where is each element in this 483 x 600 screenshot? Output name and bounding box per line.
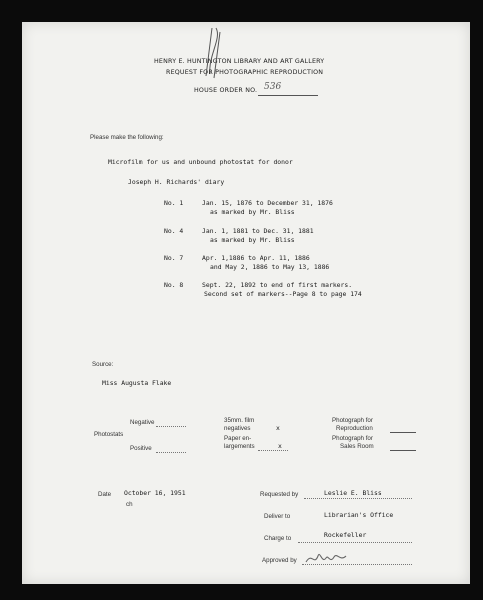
deliver-value: Librarian's Office	[324, 511, 394, 519]
sales-field	[390, 450, 416, 451]
photostats-label: Photostats	[94, 431, 124, 438]
item-line2: Second set of markers--Page 8 to page 174	[204, 290, 362, 298]
film-label-line1: 35mm. film	[224, 417, 255, 424]
requested-value: Leslie E. Bliss	[324, 489, 382, 497]
positive-field	[156, 452, 186, 453]
paper-label-line2: largements	[224, 443, 255, 450]
item-no: No. 1	[164, 199, 184, 207]
library-name: HENRY E. HUNTINGTON LIBRARY AND ART GALLERY	[154, 58, 325, 65]
item-line1: Jan. 15, 1876 to December 31, 1876	[202, 199, 333, 207]
negative-field	[156, 426, 186, 427]
request-line: Microfilm for us and unbound photostat for donor	[108, 158, 293, 166]
item-line1: Apr. 1,1886 to Apr. 11, 1886	[202, 254, 310, 262]
item-no: No. 7	[164, 254, 184, 262]
film-check-mark: x	[276, 424, 280, 432]
requested-field	[304, 498, 412, 499]
intro-text: Please make the following:	[90, 134, 164, 141]
form-title: REQUEST FOR PHOTOGRAPHIC REPRODUCTION	[166, 69, 324, 76]
date-note: ch	[126, 501, 133, 508]
paper-field	[258, 450, 288, 451]
sales-label-line1: Photograph for	[332, 435, 373, 442]
document-sheet	[22, 22, 470, 584]
item-line1: Sept. 22, 1892 to end of first markers.	[202, 281, 353, 289]
film-label-line2: negatives	[224, 425, 251, 432]
repro-field	[390, 432, 416, 433]
date-label: Date	[98, 491, 112, 498]
pen-mark-icon	[196, 26, 230, 82]
charge-field	[298, 542, 412, 543]
repro-label-line2: Reproduction	[336, 425, 373, 432]
house-order-rule	[258, 95, 318, 96]
charge-value: Rockefeller	[324, 531, 367, 539]
source-value: Miss Augusta Flake	[102, 379, 172, 387]
item-no: No. 4	[164, 227, 184, 235]
negative-label: Negative	[130, 419, 155, 426]
source-label: Source:	[92, 361, 114, 368]
positive-label: Positive	[130, 445, 152, 452]
item-line2: and May 2, 1886 to May 13, 1886	[210, 263, 330, 271]
house-order-label: HOUSE ORDER NO.	[194, 87, 258, 94]
paper-label-line1: Paper en-	[224, 435, 252, 442]
charge-label: Charge to	[264, 535, 292, 542]
house-order-number: 536	[264, 82, 282, 92]
requested-label: Requested by	[260, 491, 299, 498]
diary-line: Joseph H. Richards' diary	[128, 178, 225, 186]
item-line2: as marked by Mr. Bliss	[210, 208, 295, 216]
paper-check-mark: x	[278, 442, 282, 450]
deliver-label: Deliver to	[264, 513, 291, 520]
sales-label-line2: Sales Room	[340, 443, 374, 450]
date-value: October 16, 1951	[124, 489, 186, 497]
approval-signature	[304, 548, 350, 568]
item-line1: Jan. 1, 1881 to Dec. 31, 1881	[202, 227, 314, 235]
repro-label-line1: Photograph for	[332, 417, 373, 424]
item-line2: as marked by Mr. Bliss	[210, 236, 295, 244]
item-no: No. 8	[164, 281, 184, 289]
approved-label: Approved by	[262, 557, 297, 564]
